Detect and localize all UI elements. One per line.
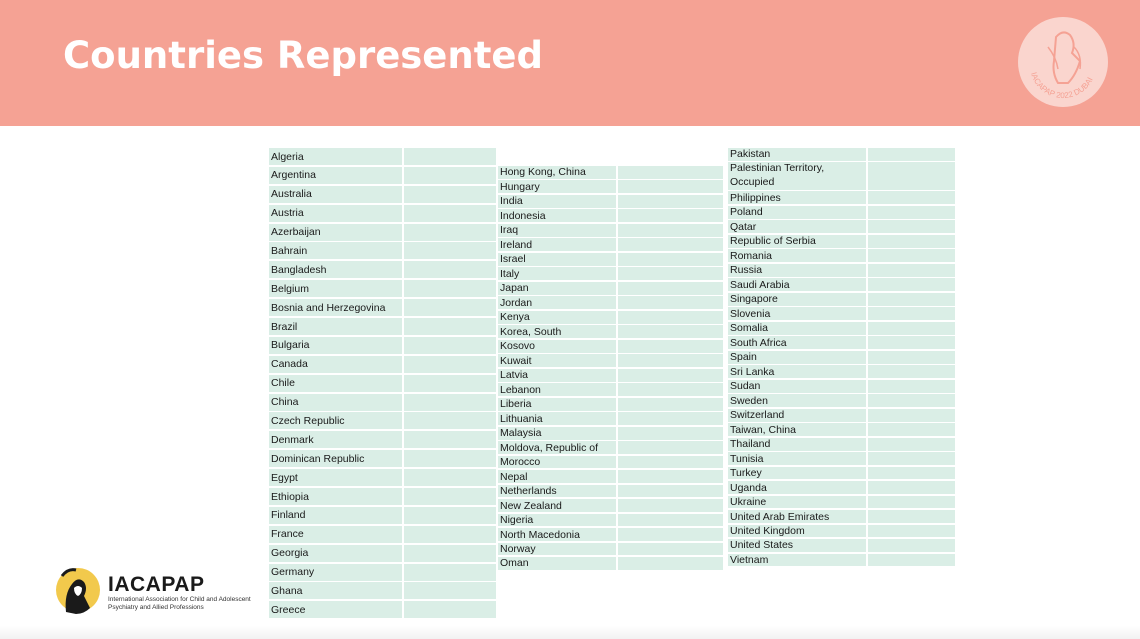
table-row bbox=[498, 441, 723, 454]
table-row bbox=[498, 557, 723, 570]
country-name-cell: United States bbox=[728, 539, 866, 552]
iacapap-logo-icon bbox=[54, 564, 104, 618]
country-name-cell: Netherlands bbox=[498, 485, 616, 498]
table-row bbox=[498, 528, 723, 541]
table-row bbox=[498, 166, 723, 179]
country-name-cell: Algeria bbox=[269, 148, 402, 165]
empty-cell bbox=[618, 282, 723, 295]
table-row bbox=[728, 293, 955, 306]
table-row bbox=[728, 322, 955, 335]
country-name-cell: Palestinian Territory, Occupied bbox=[728, 162, 866, 189]
country-name-cell: Ireland bbox=[498, 238, 616, 251]
empty-cell bbox=[868, 235, 955, 248]
table-row bbox=[728, 307, 955, 320]
country-name-cell: Nepal bbox=[498, 470, 616, 483]
country-name-cell: Czech Republic bbox=[269, 412, 402, 429]
table-row bbox=[728, 554, 955, 567]
country-name-cell: Kuwait bbox=[498, 354, 616, 367]
country-name-cell: Republic of Serbia bbox=[728, 235, 866, 248]
empty-cell bbox=[404, 545, 496, 562]
empty-cell bbox=[618, 296, 723, 309]
country-name-cell: Liberia bbox=[498, 398, 616, 411]
empty-cell bbox=[404, 431, 496, 448]
table-row bbox=[498, 224, 723, 237]
country-name-cell: Denmark bbox=[269, 431, 402, 448]
country-name-cell: Saudi Arabia bbox=[728, 278, 866, 291]
country-name-cell: Ukraine bbox=[728, 496, 866, 509]
country-name-cell: Bangladesh bbox=[269, 261, 402, 278]
table-row bbox=[498, 485, 723, 498]
table-row bbox=[269, 148, 496, 165]
table-row bbox=[728, 278, 955, 291]
empty-cell bbox=[618, 499, 723, 512]
country-name-cell: Slovenia bbox=[728, 307, 866, 320]
empty-cell bbox=[868, 467, 955, 480]
country-name-cell: Pakistan bbox=[728, 148, 866, 161]
country-name-cell: Argentina bbox=[269, 167, 402, 184]
table-row bbox=[498, 209, 723, 222]
country-name-cell: Dominican Republic bbox=[269, 450, 402, 467]
country-name-cell: Oman bbox=[498, 557, 616, 570]
empty-cell bbox=[868, 322, 955, 335]
empty-cell bbox=[868, 220, 955, 233]
table-row bbox=[269, 450, 496, 467]
table-row bbox=[498, 195, 723, 208]
table-row bbox=[728, 525, 955, 538]
table-row bbox=[498, 543, 723, 556]
table-row bbox=[269, 564, 496, 581]
table-row bbox=[498, 325, 723, 338]
table-row bbox=[269, 545, 496, 562]
table-row bbox=[498, 456, 723, 469]
empty-cell bbox=[618, 340, 723, 353]
table-row bbox=[728, 423, 955, 436]
table-row bbox=[269, 224, 496, 241]
country-name-cell: Japan bbox=[498, 282, 616, 295]
country-name-cell: Latvia bbox=[498, 369, 616, 382]
empty-cell bbox=[404, 167, 496, 184]
country-name-cell: Brazil bbox=[269, 318, 402, 335]
table-row bbox=[269, 412, 496, 429]
empty-cell bbox=[868, 249, 955, 262]
empty-cell bbox=[868, 496, 955, 509]
empty-cell bbox=[868, 481, 955, 494]
empty-cell bbox=[618, 557, 723, 570]
country-name-cell: Israel bbox=[498, 253, 616, 266]
table-row bbox=[269, 167, 496, 184]
country-name-cell: Jordan bbox=[498, 296, 616, 309]
empty-cell bbox=[618, 253, 723, 266]
country-name-cell: Philippines bbox=[728, 191, 866, 204]
empty-cell bbox=[618, 456, 723, 469]
table-row bbox=[498, 340, 723, 353]
empty-cell bbox=[868, 206, 955, 219]
empty-cell bbox=[618, 311, 723, 324]
table-row bbox=[728, 220, 955, 233]
country-name-cell: Austria bbox=[269, 205, 402, 222]
empty-cell bbox=[404, 356, 496, 373]
header-banner bbox=[0, 0, 1140, 126]
country-name-cell: Finland bbox=[269, 507, 402, 524]
table-row bbox=[498, 238, 723, 251]
country-name-cell: Vietnam bbox=[728, 554, 866, 567]
empty-cell bbox=[868, 148, 955, 161]
table-row bbox=[498, 267, 723, 280]
country-name-cell: Belgium bbox=[269, 280, 402, 297]
empty-cell bbox=[404, 242, 496, 259]
table-row bbox=[269, 205, 496, 222]
table-row bbox=[728, 264, 955, 277]
table-row bbox=[498, 369, 723, 382]
empty-cell bbox=[618, 354, 723, 367]
empty-cell bbox=[618, 224, 723, 237]
logo-subtitle: International Association for Child and Adolescent Psychiatry and Allied Professions bbox=[108, 596, 251, 611]
table-row bbox=[269, 261, 496, 278]
table-row bbox=[728, 162, 955, 189]
empty-cell bbox=[618, 470, 723, 483]
country-name-cell: India bbox=[498, 195, 616, 208]
table-row bbox=[269, 582, 496, 599]
table-row bbox=[728, 438, 955, 451]
table-row bbox=[269, 469, 496, 486]
country-name-cell: Tunisia bbox=[728, 452, 866, 465]
empty-cell bbox=[868, 554, 955, 567]
country-name-cell: United Kingdom bbox=[728, 525, 866, 538]
country-name-cell: Hungary bbox=[498, 180, 616, 193]
empty-cell bbox=[404, 450, 496, 467]
table-row bbox=[498, 398, 723, 411]
empty-cell bbox=[404, 488, 496, 505]
empty-cell bbox=[618, 398, 723, 411]
country-name-cell: Turkey bbox=[728, 467, 866, 480]
empty-cell bbox=[404, 299, 496, 316]
empty-cell bbox=[868, 452, 955, 465]
country-name-cell: Qatar bbox=[728, 220, 866, 233]
country-column-2 bbox=[498, 166, 723, 572]
empty-cell bbox=[404, 375, 496, 392]
empty-cell bbox=[868, 539, 955, 552]
empty-cell bbox=[868, 264, 955, 277]
table-row bbox=[269, 356, 496, 373]
country-name-cell: Switzerland bbox=[728, 409, 866, 422]
country-name-cell: South Africa bbox=[728, 336, 866, 349]
country-name-cell: Poland bbox=[728, 206, 866, 219]
country-name-cell: Georgia bbox=[269, 545, 402, 562]
table-row bbox=[269, 601, 496, 618]
country-name-cell: Somalia bbox=[728, 322, 866, 335]
empty-cell bbox=[618, 166, 723, 179]
table-row bbox=[498, 412, 723, 425]
table-row bbox=[498, 180, 723, 193]
country-name-cell: Chile bbox=[269, 375, 402, 392]
empty-cell bbox=[618, 383, 723, 396]
empty-cell bbox=[868, 380, 955, 393]
country-name-cell: Sudan bbox=[728, 380, 866, 393]
table-row bbox=[269, 375, 496, 392]
table-row bbox=[498, 282, 723, 295]
country-name-cell: China bbox=[269, 394, 402, 411]
empty-cell bbox=[404, 148, 496, 165]
country-name-cell: Taiwan, China bbox=[728, 423, 866, 436]
table-row bbox=[269, 242, 496, 259]
table-row bbox=[269, 526, 496, 543]
table-row bbox=[728, 452, 955, 465]
country-column-1 bbox=[269, 148, 496, 620]
country-name-cell: Morocco bbox=[498, 456, 616, 469]
country-name-cell: North Macedonia bbox=[498, 528, 616, 541]
empty-cell bbox=[404, 412, 496, 429]
table-row bbox=[269, 299, 496, 316]
empty-cell bbox=[618, 180, 723, 193]
country-name-cell: Australia bbox=[269, 186, 402, 203]
table-row bbox=[498, 311, 723, 324]
table-row bbox=[728, 249, 955, 262]
country-name-cell: Nigeria bbox=[498, 514, 616, 527]
country-name-cell: Egypt bbox=[269, 469, 402, 486]
empty-cell bbox=[618, 543, 723, 556]
empty-cell bbox=[618, 412, 723, 425]
empty-cell bbox=[868, 351, 955, 364]
table-row bbox=[498, 499, 723, 512]
table-row bbox=[498, 296, 723, 309]
table-row bbox=[728, 539, 955, 552]
empty-cell bbox=[404, 469, 496, 486]
table-row bbox=[269, 337, 496, 354]
table-row bbox=[728, 467, 955, 480]
empty-cell bbox=[404, 205, 496, 222]
country-name-cell: Ethiopia bbox=[269, 488, 402, 505]
conference-badge bbox=[1018, 17, 1108, 107]
empty-cell bbox=[404, 337, 496, 354]
country-name-cell: Germany bbox=[269, 564, 402, 581]
iacapap-logo bbox=[54, 564, 104, 623]
empty-cell bbox=[404, 507, 496, 524]
empty-cell bbox=[868, 278, 955, 291]
country-name-cell: Malaysia bbox=[498, 427, 616, 440]
country-name-cell: Italy bbox=[498, 267, 616, 280]
country-name-cell: Kosovo bbox=[498, 340, 616, 353]
table-row bbox=[728, 481, 955, 494]
empty-cell bbox=[868, 409, 955, 422]
empty-cell bbox=[868, 293, 955, 306]
country-name-cell: Lithuania bbox=[498, 412, 616, 425]
country-name-cell: Indonesia bbox=[498, 209, 616, 222]
table-row bbox=[269, 280, 496, 297]
table-row bbox=[498, 470, 723, 483]
empty-cell bbox=[618, 325, 723, 338]
empty-cell bbox=[404, 564, 496, 581]
country-name-cell: Uganda bbox=[728, 481, 866, 494]
badge-text: IACAPAP 2022 DUBAI bbox=[1029, 71, 1095, 101]
table-row bbox=[498, 514, 723, 527]
empty-cell bbox=[618, 528, 723, 541]
country-name-cell: Norway bbox=[498, 543, 616, 556]
country-name-cell: Sri Lanka bbox=[728, 365, 866, 378]
country-name-cell: Azerbaijan bbox=[269, 224, 402, 241]
country-name-cell: Russia bbox=[728, 264, 866, 277]
country-name-cell: Moldova, Republic of bbox=[498, 441, 616, 454]
country-name-cell: Singapore bbox=[728, 293, 866, 306]
empty-cell bbox=[868, 162, 955, 189]
table-row bbox=[498, 354, 723, 367]
empty-cell bbox=[618, 209, 723, 222]
table-row bbox=[269, 186, 496, 203]
table-row bbox=[728, 235, 955, 248]
country-name-cell: Lebanon bbox=[498, 383, 616, 396]
table-row bbox=[728, 409, 955, 422]
country-name-cell: Ghana bbox=[269, 582, 402, 599]
empty-cell bbox=[618, 427, 723, 440]
empty-cell bbox=[404, 526, 496, 543]
empty-cell bbox=[618, 195, 723, 208]
empty-cell bbox=[868, 423, 955, 436]
empty-cell bbox=[868, 510, 955, 523]
empty-cell bbox=[404, 280, 496, 297]
logo-wordmark: IACAPAP bbox=[108, 573, 205, 596]
table-row bbox=[728, 148, 955, 161]
country-name-cell: Hong Kong, China bbox=[498, 166, 616, 179]
slide-bottom-edge bbox=[0, 626, 1140, 639]
empty-cell bbox=[618, 369, 723, 382]
empty-cell bbox=[404, 224, 496, 241]
country-name-cell: United Arab Emirates bbox=[728, 510, 866, 523]
country-name-cell: Bahrain bbox=[269, 242, 402, 259]
table-row bbox=[728, 351, 955, 364]
country-name-cell: Korea, South bbox=[498, 325, 616, 338]
empty-cell bbox=[404, 394, 496, 411]
table-row bbox=[728, 394, 955, 407]
table-row bbox=[728, 380, 955, 393]
country-name-cell: Spain bbox=[728, 351, 866, 364]
empty-cell bbox=[618, 514, 723, 527]
country-name-cell: Sweden bbox=[728, 394, 866, 407]
empty-cell bbox=[618, 238, 723, 251]
table-row bbox=[498, 383, 723, 396]
table-row bbox=[728, 191, 955, 204]
table-row bbox=[498, 253, 723, 266]
table-row bbox=[728, 510, 955, 523]
country-name-cell: Greece bbox=[269, 601, 402, 618]
empty-cell bbox=[868, 438, 955, 451]
table-row bbox=[269, 488, 496, 505]
country-column-3 bbox=[728, 148, 955, 568]
country-name-cell: Canada bbox=[269, 356, 402, 373]
table-row bbox=[728, 336, 955, 349]
empty-cell bbox=[618, 441, 723, 454]
empty-cell bbox=[404, 186, 496, 203]
country-name-cell: Bosnia and Herzegovina bbox=[269, 299, 402, 316]
empty-cell bbox=[868, 307, 955, 320]
table-row bbox=[728, 365, 955, 378]
country-name-cell: France bbox=[269, 526, 402, 543]
empty-cell bbox=[404, 601, 496, 618]
table-row bbox=[728, 496, 955, 509]
svg-text:IACAPAP 2022 DUBAI bbox=[1029, 71, 1095, 100]
table-row bbox=[498, 427, 723, 440]
empty-cell bbox=[404, 582, 496, 599]
page-title: Countries Represented bbox=[63, 34, 544, 77]
country-name-cell: Thailand bbox=[728, 438, 866, 451]
empty-cell bbox=[404, 318, 496, 335]
empty-cell bbox=[618, 267, 723, 280]
country-name-cell: New Zealand bbox=[498, 499, 616, 512]
empty-cell bbox=[618, 485, 723, 498]
conference-badge-icon bbox=[1018, 17, 1108, 107]
table-row bbox=[269, 318, 496, 335]
country-name-cell: Romania bbox=[728, 249, 866, 262]
empty-cell bbox=[868, 336, 955, 349]
country-name-cell: Iraq bbox=[498, 224, 616, 237]
table-row bbox=[728, 206, 955, 219]
country-name-cell: Bulgaria bbox=[269, 337, 402, 354]
empty-cell bbox=[868, 191, 955, 204]
table-row bbox=[269, 431, 496, 448]
table-row bbox=[269, 507, 496, 524]
table-row bbox=[269, 394, 496, 411]
empty-cell bbox=[868, 525, 955, 538]
empty-cell bbox=[868, 394, 955, 407]
empty-cell bbox=[868, 365, 955, 378]
empty-cell bbox=[404, 261, 496, 278]
country-name-cell: Kenya bbox=[498, 311, 616, 324]
